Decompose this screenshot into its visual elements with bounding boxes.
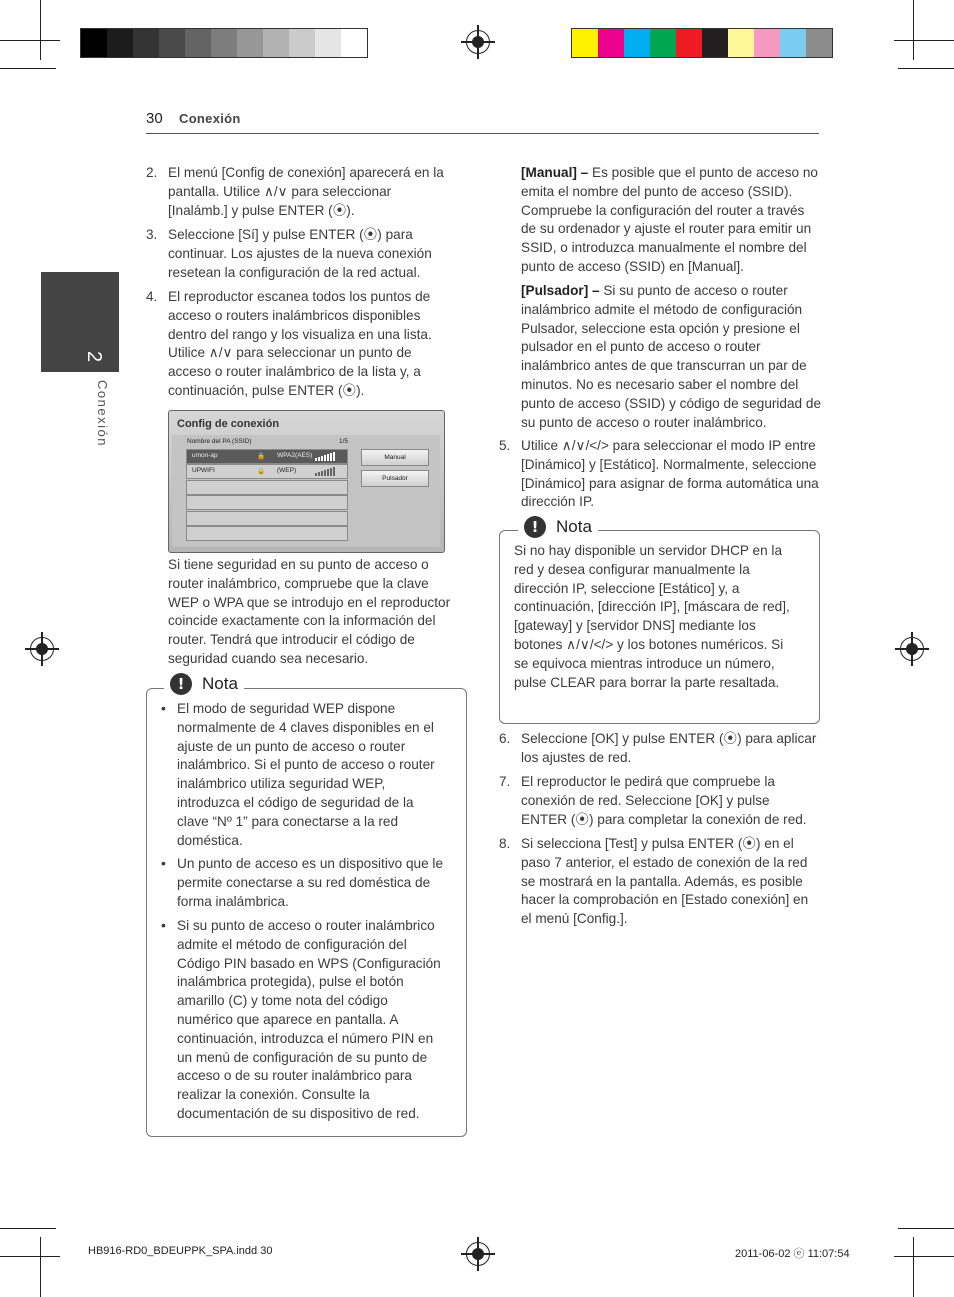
manual-text: Es posible que el punto de acceso no emita el nombre del punto de acceso (SSID). Compruebe la configuración del router a través de su ordenador y ajuste el router para emitir un SSID, o introduzca manualmente el nombre del punto de acceso (SSID) en [Manual]. xyxy=(521,165,818,274)
signal-strength-icon xyxy=(315,467,335,476)
bullet-icon: • xyxy=(161,917,166,933)
grey-swatch xyxy=(341,29,367,57)
screenshot-title: Config de conexión xyxy=(177,418,280,430)
step-number: 7. xyxy=(499,774,511,789)
color-swatch xyxy=(780,29,806,57)
step-number: 8. xyxy=(499,836,511,851)
color-swatch xyxy=(598,29,624,57)
chapter-number: 2 xyxy=(83,350,106,363)
signal-strength-icon xyxy=(315,452,335,461)
network-row-empty xyxy=(186,526,348,541)
chapter-label: Conexión xyxy=(95,380,110,447)
step-number: 3. xyxy=(146,227,158,242)
pulsador-label: [Pulsador] – xyxy=(521,283,600,298)
section-title: Conexión xyxy=(179,111,241,126)
grey-swatch xyxy=(315,29,341,57)
footer-filename: HB916-RD0_BDEUPPK_SPA.indd 30 xyxy=(88,1245,273,1257)
crop-mark xyxy=(0,40,60,41)
note-title: Nota xyxy=(202,674,238,693)
warning-icon: ! xyxy=(170,673,192,695)
crop-mark xyxy=(0,68,56,69)
connection-settings-screenshot xyxy=(168,410,445,553)
network-row[interactable] xyxy=(186,464,348,479)
pulsador-description xyxy=(521,282,821,432)
chapter-tab xyxy=(41,272,119,372)
warning-icon: ! xyxy=(524,516,546,538)
color-calibration-bar xyxy=(571,28,833,58)
note-header xyxy=(518,516,598,538)
crop-mark xyxy=(913,0,914,60)
grey-swatch xyxy=(185,29,211,57)
note-bullet: El modo de seguridad WEP dispone normalmente de 4 claves disponibles en el ajuste de un punto de acceso o router inalámbrico. Si el punto de acceso o router inalámbrico utiliza seguridad WEP, introduzca el código de seguridad de la clave “Nº 1” para conectarse a la red doméstica. xyxy=(177,701,435,848)
crop-mark xyxy=(0,1228,56,1229)
network-row-empty xyxy=(186,495,348,510)
footer-timestamp: 2011-06-02 ⓔ 11:07:54 xyxy=(735,1248,850,1260)
crop-mark xyxy=(894,40,954,41)
note-bullet: Si su punto de acceso o router inalámbrico admite el método de configuración del Código PIN basado en WPS (Configuración inalámbrica protegida), pulse el botón amarillo (C) y tome nota del código numérico que aparece en pantalla. A continuación, introduzca el número PIN en un menú de configuración de su punto de acceso o de su router inalámbrico para realizar la conexión. Consulte la documentación de su dispositivo de red. xyxy=(177,918,441,1121)
note-header xyxy=(164,673,244,695)
bullet-icon: • xyxy=(161,700,166,716)
step-number: 6. xyxy=(499,731,511,746)
grey-swatch xyxy=(107,29,133,57)
color-swatch xyxy=(624,29,650,57)
header-rule xyxy=(146,133,819,134)
lock-icon: 🔒 xyxy=(257,453,266,460)
step-text: El reproductor le pedirá que compruebe la conexión de red. Seleccione [OK] y pulse ENTER (⦿) para completar la conexión de red. xyxy=(521,774,807,827)
crop-mark xyxy=(40,0,41,60)
page-number: 30 xyxy=(146,110,163,127)
note-text: Si no hay disponible un servidor DHCP en la red y desea configurar manualmente la dirección IP, seleccione [Estático] y, a continuación, [dirección IP], [máscara de red], [gateway] y [servidor DNS] mediante los botones ∧/∨/</> y los botones numéricos. Si se equivoca mientras introduce un número, pulse CLEAR para borrar la parte resaltada. xyxy=(514,543,790,690)
crop-mark xyxy=(898,1228,954,1229)
color-swatch xyxy=(572,29,598,57)
step-number: 5. xyxy=(499,438,511,453)
page-indicator: 1/5 xyxy=(339,438,349,445)
crop-mark xyxy=(40,1237,41,1297)
color-swatch xyxy=(754,29,780,57)
color-swatch xyxy=(650,29,676,57)
note-bullet: Un punto de acceso es un dispositivo que le permite conectarse a su red doméstica de forma inalámbrica. xyxy=(177,856,444,909)
pushbutton-button[interactable]: Pulsador xyxy=(361,470,429,487)
step-number: 2. xyxy=(146,165,158,180)
grey-swatch xyxy=(159,29,185,57)
pulsador-text: Si su punto de acceso o router inalámbrico admite el método de configuración Pulsador, seleccione esta opción y presione el pulsador en el punto de acceso o router inalámbrico antes de que transcurran un par de minutos. No es necesario saber el nombre del punto de acceso (SSID) y código de seguridad de su punto de acceso o router inalámbrico. xyxy=(521,283,822,430)
registration-mark-icon xyxy=(30,637,54,661)
grey-swatch xyxy=(237,29,263,57)
network-security: WPA2(AES) xyxy=(277,452,313,459)
bullet-icon: • xyxy=(161,855,166,871)
step-text: El menú [Config de conexión] aparecerá en la pantalla. Utilice ∧/∨ para seleccionar [Inalámb.] y pulse ENTER (⦿). xyxy=(168,165,444,218)
step-text: El reproductor escanea todos los puntos de acceso o routers inalámbricos disponibles dentro del rango y los visualiza en una lista. Utilice ∧/∨ para seleccionar un punto de acceso o router inalámbrico de la lista y, a continuación, pulse ENTER (⦿). xyxy=(168,289,432,398)
grey-swatch xyxy=(289,29,315,57)
manual-button[interactable]: Manual xyxy=(361,449,429,466)
network-security: (WEP) xyxy=(277,467,297,474)
registration-mark-icon xyxy=(466,1242,490,1266)
network-row-empty xyxy=(186,511,348,526)
grey-swatch xyxy=(211,29,237,57)
registration-mark-icon xyxy=(466,30,490,54)
color-swatch xyxy=(702,29,728,57)
security-paragraph: Si tiene seguridad en su punto de acceso o router inalámbrico, compruebe que la clave WEP o WPA que se introdujo en el reproductor coincide exactamente con la información del router. Tendrá que introducir el código de seguridad cuando sea necesario. xyxy=(168,557,451,666)
ssid-column-label: Nombre del PA (SSID) xyxy=(187,438,252,445)
step-text: Utilice ∧/∨/</> para seleccionar el modo IP entre [Dinámico] y [Estático]. Normalmente, seleccione [Dinámico] para asignar de forma automática una dirección IP. xyxy=(521,438,819,510)
crop-mark xyxy=(0,1256,60,1257)
registration-mark-icon xyxy=(900,637,924,661)
network-row[interactable] xyxy=(186,449,348,464)
grey-swatch xyxy=(263,29,289,57)
step-text: Seleccione [Sí] y pulse ENTER (⦿) para continuar. Los ajustes de la nueva conexión resetean la configuración de la red actual. xyxy=(168,227,432,280)
grey-swatch xyxy=(133,29,159,57)
network-list xyxy=(186,449,346,541)
crop-mark xyxy=(894,1256,954,1257)
manual-label: [Manual] – xyxy=(521,165,589,180)
color-swatch xyxy=(676,29,702,57)
network-ssid: UPWIFI xyxy=(192,467,215,474)
crop-mark xyxy=(898,68,954,69)
color-swatch xyxy=(728,29,754,57)
step-number: 4. xyxy=(146,289,158,304)
step-text: Si selecciona [Test] y pulsa ENTER (⦿) en el paso 7 anterior, el estado de conexión de la red se mostrará en la pantalla. Además, es posible hacer la comprobación en [Estado conexión] en el menú [Config.]. xyxy=(521,836,809,927)
note-title: Nota xyxy=(556,517,592,536)
color-swatch xyxy=(806,29,832,57)
grey-swatch xyxy=(81,29,107,57)
manual-description xyxy=(521,164,821,277)
step-text: Seleccione [OK] y pulse ENTER (⦿) para aplicar los ajustes de red. xyxy=(521,731,817,765)
network-ssid: umon-ap xyxy=(192,452,218,459)
lock-icon: 🔒 xyxy=(257,468,266,475)
crop-mark xyxy=(913,1237,914,1297)
grey-calibration-bar xyxy=(80,28,368,58)
network-row-empty xyxy=(186,480,348,495)
